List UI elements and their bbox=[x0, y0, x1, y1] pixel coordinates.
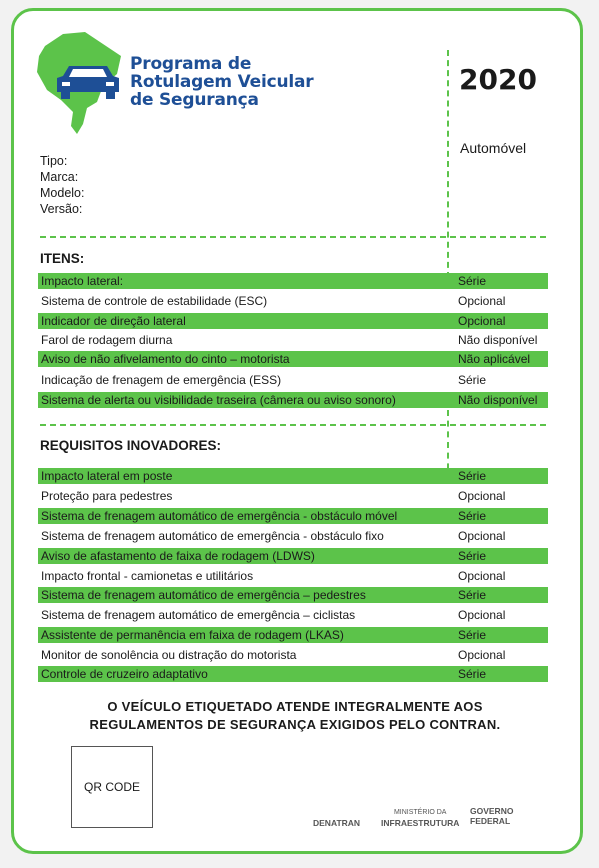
item-label: Proteção para pedestres bbox=[41, 489, 173, 503]
field-versao: Versão: bbox=[40, 202, 83, 216]
field-modelo: Modelo: bbox=[40, 186, 85, 200]
requisitos-row bbox=[38, 666, 548, 682]
item-value: Opcional bbox=[458, 608, 506, 622]
ministerio-line2: INFRAESTRUTURA bbox=[381, 818, 460, 828]
denatran-logo bbox=[313, 818, 360, 828]
program-title bbox=[130, 55, 313, 109]
statement-line1: O VEÍCULO ETIQUETADO ATENDE INTEGRALMENTE AOS bbox=[107, 699, 483, 714]
brazil-map-icon bbox=[33, 28, 133, 138]
section-divider bbox=[40, 236, 546, 238]
itens-title: ITENS: bbox=[40, 251, 85, 266]
itens-row bbox=[38, 332, 548, 348]
itens-row bbox=[38, 372, 548, 388]
denatran-text: DENATRAN bbox=[313, 818, 361, 828]
ministerio-logo bbox=[381, 808, 459, 828]
item-value: Opcional bbox=[458, 314, 506, 328]
item-value: Opcional bbox=[458, 529, 506, 543]
item-value: Opcional bbox=[458, 294, 506, 308]
item-label: Aviso de afastamento de faixa de rodagem (LDWS) bbox=[41, 549, 315, 563]
section-divider bbox=[40, 424, 546, 426]
item-label: Monitor de sonolência ou distração do motorista bbox=[41, 648, 297, 662]
item-value: Opcional bbox=[458, 489, 506, 503]
item-label: Farol de rodagem diurna bbox=[41, 333, 173, 347]
requisitos-row bbox=[38, 488, 548, 504]
item-label: Sistema de frenagem automático de emergência - obstáculo móvel bbox=[41, 509, 398, 523]
qr-code-placeholder[interactable] bbox=[71, 746, 153, 828]
compliance-statement bbox=[40, 698, 550, 734]
governo-line2: FEDERAL bbox=[470, 816, 511, 826]
field-tipo: Tipo: bbox=[40, 154, 68, 168]
requisitos-row bbox=[38, 508, 548, 524]
requisitos-row bbox=[38, 587, 548, 603]
item-label: Impacto frontal - camionetas e utilitários bbox=[41, 569, 254, 583]
item-label: Sistema de frenagem automático de emergência – ciclistas bbox=[41, 608, 356, 622]
itens-row bbox=[38, 392, 548, 408]
item-value: Não disponível bbox=[458, 393, 538, 407]
governo-line1: GOVERNO bbox=[470, 806, 514, 816]
item-value: Série bbox=[458, 667, 487, 681]
itens-row bbox=[38, 351, 548, 367]
item-value: Opcional bbox=[458, 569, 506, 583]
item-label: Assistente de permanência em faixa de rodagem (LKAS) bbox=[41, 628, 344, 642]
year: 2020 bbox=[459, 63, 537, 96]
governo-logo bbox=[470, 806, 513, 826]
requisitos-row bbox=[38, 647, 548, 663]
itens-row bbox=[38, 293, 548, 309]
requisitos-row bbox=[38, 528, 548, 544]
program-title-line3: de Segurança bbox=[130, 90, 259, 110]
item-label: Sistema de frenagem automático de emergência – pedestres bbox=[41, 588, 366, 602]
requisitos-row bbox=[38, 468, 548, 484]
itens-row bbox=[38, 273, 548, 289]
item-value: Não aplicável bbox=[458, 352, 531, 366]
item-label: Impacto lateral: bbox=[41, 274, 124, 288]
program-title-line2: Rotulagem Veicular bbox=[130, 72, 314, 92]
requisitos-row bbox=[38, 548, 548, 564]
item-label: Aviso de não afivelamento do cinto – motorista bbox=[41, 352, 290, 366]
item-label: Indicação de frenagem de emergência (ESS) bbox=[41, 373, 282, 387]
item-value: Série bbox=[458, 373, 487, 387]
requisitos-row bbox=[38, 607, 548, 623]
item-label: Controle de cruzeiro adaptativo bbox=[41, 667, 208, 681]
program-title-line1: Programa de bbox=[130, 54, 252, 74]
statement-line2: REGULAMENTOS DE SEGURANÇA EXIGIDOS PELO CONTRAN. bbox=[89, 717, 501, 732]
item-label: Sistema de frenagem automático de emergência - obstáculo fixo bbox=[41, 529, 384, 543]
item-value: Série bbox=[458, 509, 487, 523]
field-marca: Marca: bbox=[40, 170, 79, 184]
item-value: Série bbox=[458, 549, 487, 563]
item-label: Sistema de controle de estabilidade (ESC) bbox=[41, 294, 268, 308]
item-value: Série bbox=[458, 588, 487, 602]
item-value: Série bbox=[458, 274, 487, 288]
item-value: Opcional bbox=[458, 648, 506, 662]
item-label: Sistema de alerta ou visibilidade traseira (câmera ou aviso sonoro) bbox=[41, 393, 396, 407]
item-value: Série bbox=[458, 469, 487, 483]
ministerio-line1: MINISTÉRIO DA bbox=[393, 809, 447, 816]
qr-code-label: QR CODE bbox=[83, 780, 140, 794]
vehicle-type: Automóvel bbox=[460, 140, 527, 156]
requisitos-row bbox=[38, 627, 548, 643]
itens-row bbox=[38, 313, 548, 329]
item-label: Impacto lateral em poste bbox=[41, 469, 173, 483]
item-value: Série bbox=[458, 628, 487, 642]
item-label: Indicador de direção lateral bbox=[41, 314, 186, 328]
vertical-divider bbox=[447, 50, 449, 278]
item-value: Não disponível bbox=[458, 333, 538, 347]
vehicle-fields bbox=[40, 153, 84, 217]
requisitos-row bbox=[38, 568, 548, 584]
requisitos-title: REQUISITOS INOVADORES: bbox=[40, 438, 222, 453]
